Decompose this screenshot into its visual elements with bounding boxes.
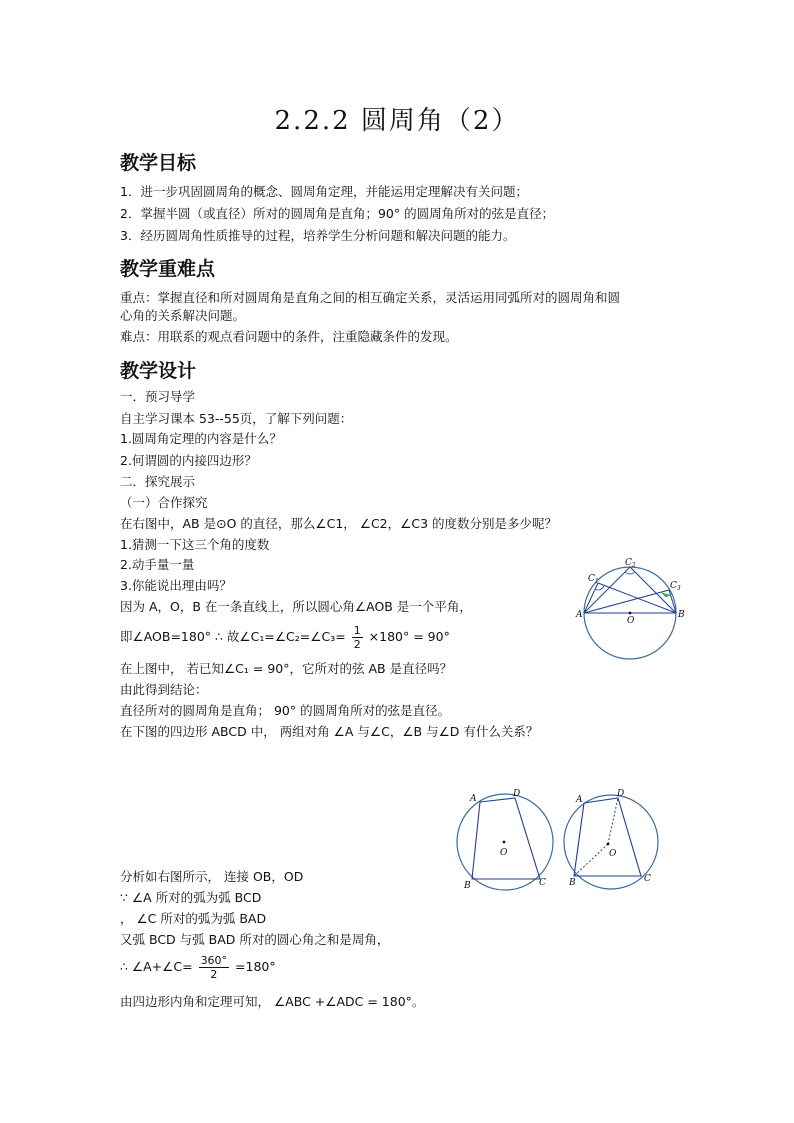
radius-ob [574, 844, 608, 876]
formula-sum [120, 954, 276, 981]
design-line: 因为 A，O，B 在一条直线上，所以圆心角∠AOB 是一个平角， [120, 599, 472, 614]
formula-suffix: =180° [235, 959, 276, 974]
design-heading: 教学设计 [120, 360, 197, 382]
fraction-denominator: 2 [353, 638, 361, 651]
fraction-denominator: 2 [210, 968, 218, 981]
figure-cyclic-quadrilateral [452, 784, 560, 896]
goals-heading: 教学目标 [120, 152, 197, 174]
keypoint-line-2: 心角的关系解决问题。 [120, 308, 246, 323]
conclusion-line: 直径所对的圆周角是直角； 90° 的圆周角所对的弦是直径。 [120, 703, 451, 718]
goal-item-1: 1．进一步巩固圆周角的概念、圆周角定理，并能运用定理解决有关问题； [120, 184, 528, 199]
keypoint-line-1: 重点：掌握直径和所对圆周角是直角之间的相互确定关系，灵活运用同弧所对的圆周角和圆 [120, 290, 621, 305]
analysis-line: ∵ ∠A 所对的弧为弧 BCD [120, 890, 262, 905]
quadrilateral-abcd [574, 798, 641, 876]
keypoint-line-3: 难点：用联系的观点看问题中的条件，注重隐藏条件的发现。 [120, 329, 458, 344]
center-point [629, 612, 632, 615]
label-o: O [500, 848, 508, 858]
label-b: B [678, 610, 685, 620]
label-d: D [513, 789, 521, 799]
design-line: 由此得到结论： [120, 682, 208, 697]
fraction [352, 624, 363, 651]
formula-suffix: ×180° = 90° [368, 629, 450, 644]
figure-inscribed-angles [574, 556, 690, 660]
label-a: A [576, 610, 583, 620]
radius-od [608, 798, 618, 844]
design-line: 1.圆周角定理的内容是什么？ [120, 431, 282, 446]
center-point [607, 843, 610, 846]
design-line: 2.何谓圆的内接四边形？ [120, 453, 257, 468]
center-point [503, 841, 506, 844]
fraction-numerator: 1 [353, 624, 361, 637]
label-c: C [539, 878, 546, 888]
label-c2: $C_2$ [625, 558, 636, 569]
page-title: 2.2.2 圆周角（2） [274, 106, 520, 136]
label-c1: $C_1$ [588, 574, 599, 585]
label-a: A [576, 795, 583, 805]
label-o: O [609, 849, 617, 859]
label-c3: $C_3$ [670, 581, 681, 592]
goal-item-3: 3．经历圆周角性质推导的过程，培养学生分析问题和解决问题的能力。 [120, 228, 516, 243]
design-line: 自主学习课本 53--55页，了解下列问题： [120, 411, 353, 426]
keypoints-heading: 教学重难点 [120, 258, 216, 280]
design-line: 2.动手量一量 [120, 557, 195, 572]
design-line: 一．预习导学 [120, 389, 196, 404]
formula-prefix: 即∠AOB=180° ∴ 故∠C₁=∠C₂=∠C₃= [120, 629, 346, 644]
analysis-line: 又弧 BCD 与弧 BAD 所对的圆心角之和是周角， [120, 932, 390, 947]
design-line: 在上图中， 若已知∠C₁ = 90°，它所对的弦 AB 是直径吗？ [120, 661, 453, 676]
quadrilateral-abcd [472, 798, 540, 879]
design-line: 1.猜测一下这三个角的度数 [120, 537, 270, 552]
design-line: 在下图的四边形 ABCD 中， 两组对角 ∠A 与∠C，∠B 与∠D 有什么关系？ [120, 724, 539, 739]
label-d: D [617, 789, 625, 799]
label-b: B [569, 878, 576, 888]
design-line: 3.你能说出理由吗？ [120, 578, 232, 593]
design-line: （一）合作探究 [120, 495, 208, 510]
fraction-numerator: 360° [200, 954, 228, 967]
design-line: 在右图中，AB 是⊙O 的直径，那么∠C1， ∠C2，∠C3 的度数分别是多少呢？ [120, 516, 557, 531]
final-line: 由四边形内角和定理可知， ∠ABC +∠ADC = 180°。 [120, 994, 425, 1009]
goal-item-2: 2．掌握半圆（或直径）所对的圆周角是直角；90° 的圆周角所对的弦是直径； [120, 206, 555, 221]
formula-angles [120, 624, 450, 651]
label-a: A [470, 794, 477, 804]
analysis-line: 分析如右图所示， 连接 OB，OD [120, 869, 304, 884]
analysis-line: ， ∠C 所对的弧为弧 BAD [120, 911, 267, 926]
angle-mark-c2 [625, 572, 635, 574]
angle-mark-c3 [662, 593, 670, 597]
label-b: B [464, 881, 471, 891]
fraction [199, 954, 230, 981]
formula-prefix: ∴ ∠A+∠C= [120, 959, 193, 974]
label-o: O [627, 616, 635, 626]
design-line: 二．探究展示 [120, 474, 196, 489]
label-c: C [644, 874, 651, 884]
figure-quadrilateral-with-radii [560, 784, 666, 896]
